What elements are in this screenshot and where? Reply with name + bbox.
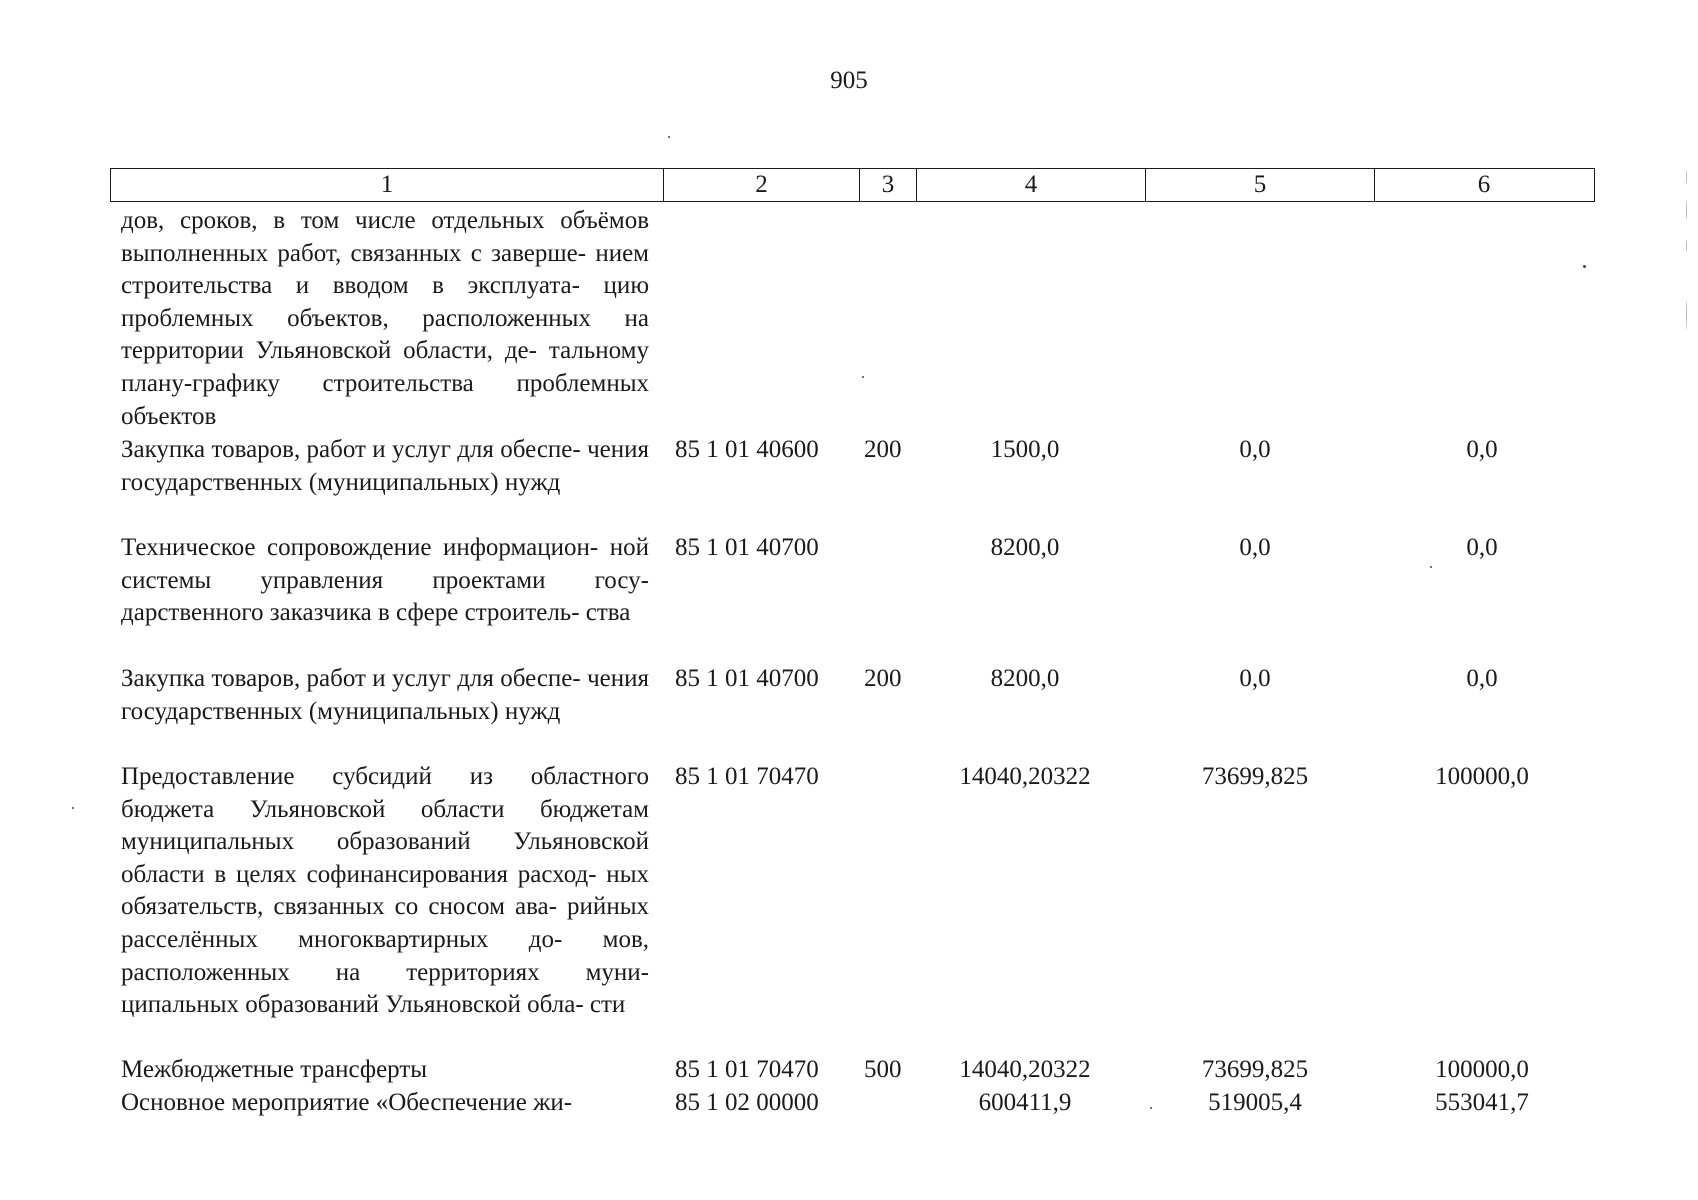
row-6-description: Основное мероприятие «Обеспечение жи- <box>121 1089 573 1116</box>
row-5-type: 500 <box>864 1056 902 1083</box>
scan-speck <box>1686 200 1687 220</box>
row-5-description: Межбюджетные трансферты <box>121 1056 428 1083</box>
scan-speck <box>862 376 864 378</box>
header-col-6: 6 <box>1374 169 1593 201</box>
row-3-code: 85 1 01 40700 <box>675 665 819 692</box>
scan-speck <box>1686 170 1687 184</box>
scan-speck <box>1686 300 1687 330</box>
row-4-code: 85 1 01 70470 <box>675 763 819 790</box>
row-5-value-6: 100000,0 <box>1435 1056 1529 1083</box>
scan-speck <box>668 136 670 138</box>
row-3-description: Закупка товаров, работ и услуг для обеспе- чения государственных (муниципальных) нужд <box>121 665 649 725</box>
header-col-5: 5 <box>1145 169 1374 201</box>
row-1-value-4: 1500,0 <box>990 436 1060 463</box>
scan-speck <box>1583 265 1586 268</box>
row-1-code: 85 1 01 40600 <box>675 436 819 463</box>
row-3-value-5: 0,0 <box>1239 665 1271 692</box>
row-1-description: Закупка товаров, работ и услуг для обеспе- чения государственных (муниципальных) нужд <box>121 436 649 496</box>
header-col-2: 2 <box>663 169 859 201</box>
row-4-value-6: 100000,0 <box>1435 763 1529 790</box>
scan-speck <box>1430 566 1432 568</box>
row-3-value-4: 8200,0 <box>990 665 1060 692</box>
row-1-type: 200 <box>864 436 902 463</box>
header-col-3: 3 <box>859 169 916 201</box>
row-2-code: 85 1 01 40700 <box>675 534 819 561</box>
row-4-value-5: 73699,825 <box>1201 763 1309 790</box>
row-1-value-6: 0,0 <box>1466 436 1498 463</box>
header-col-1: 1 <box>380 171 394 198</box>
row-0-description: дов, сроков, в том числе отдельных объёмов выполненных работ, связанных с заверше- нием строительства и вводом в эксплуата- цию проблемных объектов, расположенных на территории Ульяновской области, де- тальному плану-графику строительства проблемных объектов <box>121 207 649 430</box>
row-4-description: Предоставление субсидий из областного бюджета Ульяновской области бюджетам муниципальных образований Ульяновской области в целях софинансирования расход- ных обязательств, связанных со сносом ава- рийных расселённых многоквартирных до- мов, расположенных на территориях муни- ципальных образований Ульяновской обла- сти <box>121 763 649 1019</box>
row-3-value-6: 0,0 <box>1466 665 1498 692</box>
table-header <box>110 168 1595 202</box>
scan-speck <box>72 807 74 809</box>
row-2-value-5: 0,0 <box>1239 534 1271 561</box>
row-5-value-4: 14040,20322 <box>959 1056 1091 1083</box>
row-6-value-5: 519005,4 <box>1208 1089 1302 1116</box>
row-5-value-5: 73699,825 <box>1201 1056 1309 1083</box>
row-6-code: 85 1 02 00000 <box>675 1089 819 1116</box>
row-5-code: 85 1 01 70470 <box>675 1056 819 1083</box>
page-number: 905 <box>830 67 868 94</box>
row-3-type: 200 <box>864 665 902 692</box>
row-6-value-4: 600411,9 <box>978 1089 1072 1116</box>
scan-speck <box>1150 1107 1152 1109</box>
row-2-value-4: 8200,0 <box>990 534 1060 561</box>
scan-speck <box>1686 240 1687 252</box>
row-2-value-6: 0,0 <box>1466 534 1498 561</box>
row-4-value-4: 14040,20322 <box>959 763 1091 790</box>
row-6-value-6: 553041,7 <box>1435 1089 1529 1116</box>
row-1-value-5: 0,0 <box>1239 436 1271 463</box>
row-2-description: Техническое сопровождение информацион- ной системы управления проектами госу- дарственного заказчика в сфере строитель- ства <box>121 534 649 627</box>
header-col-4: 4 <box>916 169 1145 201</box>
